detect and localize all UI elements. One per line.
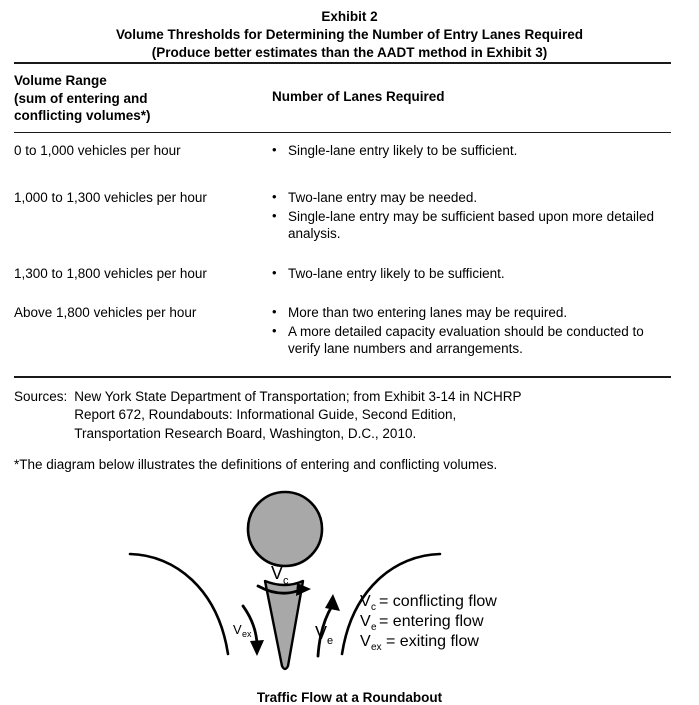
diagram-legend (360, 593, 497, 653)
diagram-caption: Traffic Flow at a Roundabout (256, 690, 443, 705)
list-item: • More than two entering lanes may be required. (272, 304, 671, 322)
lanes-bullet-list (272, 142, 671, 160)
row-spacer (14, 283, 671, 295)
legend-symbol-vc-subscript: c (371, 602, 376, 613)
sources-block (14, 378, 671, 444)
header-lanes-required: Number of Lanes Required (272, 89, 445, 104)
left-road-edge-curve (130, 554, 228, 654)
header-cell-volume-range (14, 72, 272, 125)
row-spacer (14, 160, 671, 180)
ve-label-subscript: e (327, 635, 334, 647)
list-item: • A more detailed capacity evaluation should be conducted to verify lane numbers and arrangements. (272, 323, 671, 358)
sources-second-line (14, 406, 671, 425)
cell-lanes-required (272, 256, 671, 284)
legend-symbol-vex: V (360, 633, 371, 650)
footnote-text: *The diagram below illustrates the definitions of entering and conflicting volumes. (14, 457, 498, 472)
lanes-bullet-list (272, 265, 671, 283)
cell-lanes-required (272, 133, 671, 161)
sources-line-2: Report 672, Roundabouts: Informational Guide, Second Edition, (74, 407, 457, 422)
sources-line-1: New York State Department of Transportation; from Exhibit 3-14 in NCHRP (74, 388, 522, 404)
list-item: • Two-lane entry likely to be sufficient. (272, 265, 671, 283)
list-item: • Single-lane entry likely to be sufficient. (272, 142, 671, 160)
lanes-bullet-list (272, 189, 671, 243)
table-row (14, 256, 671, 284)
exiting-flow-arrow-head (250, 640, 264, 656)
cell-volume-range: 0 to 1,000 vehicles per hour (14, 142, 181, 158)
header-cell-lanes-required (272, 72, 671, 125)
legend-text-vc: = conflicting flow (379, 593, 497, 610)
header-volume-range-line2: (sum of entering and (14, 90, 148, 106)
vex-label: V (233, 622, 242, 637)
legend-symbol-vex-subscript: ex (371, 642, 382, 653)
exhibit-number: Exhibit 2 (321, 9, 378, 24)
sources-line-3: Transportation Research Board, Washington, D.C., 2010. (74, 425, 417, 441)
table-row (14, 133, 671, 161)
roundabout-diagram (0, 484, 699, 684)
entering-flow-arrow-head (325, 594, 340, 611)
legend-symbol-ve: V (360, 613, 371, 630)
vc-label-subscript: c (283, 575, 289, 587)
sources-third-line (14, 425, 671, 444)
ve-label: V (315, 623, 328, 643)
legend-text-vex: = exiting flow (386, 633, 479, 650)
cell-volume-range: 1,300 to 1,800 vehicles per hour (14, 265, 207, 281)
cell-lanes-required (272, 295, 671, 359)
roundabout-diagram-svg (0, 484, 699, 684)
cell-volume-range: Above 1,800 vehicles per hour (14, 305, 197, 320)
vc-label: V (271, 563, 284, 583)
row-spacer (14, 244, 671, 256)
sources-label: Sources: (14, 388, 68, 404)
exhibit-title: Volume Thresholds for Determining the Number of Entry Lanes Required (115, 27, 584, 42)
cell-lanes-required (272, 180, 671, 244)
header-volume-range-line3: conflicting volumes*) (14, 108, 151, 123)
exhibit-title-block (0, 0, 699, 62)
lanes-bullet-list (272, 304, 671, 358)
central-island-circle (248, 492, 322, 566)
table-row (14, 180, 671, 244)
legend-symbol-vc: V (360, 593, 371, 610)
row-spacer (14, 359, 671, 376)
volume-threshold-table (14, 62, 671, 378)
list-item: • Two-lane entry may be needed. (272, 189, 671, 207)
cell-volume-range: 1,000 to 1,300 vehicles per hour (14, 190, 207, 205)
header-volume-range-line1: Volume Range (14, 73, 107, 88)
table-header-row (14, 64, 671, 132)
legend-text-ve: = entering flow (379, 613, 484, 630)
legend-symbol-ve-subscript: e (371, 622, 377, 633)
sources-first-line (14, 388, 671, 407)
list-item: • Single-lane entry may be sufficient based upon more detailed analysis. (272, 208, 671, 243)
vex-label-subscript: ex (242, 629, 252, 639)
exhibit-subtitle: (Produce better estimates than the AADT method in Exhibit 3) (151, 45, 548, 60)
table-row (14, 295, 671, 359)
